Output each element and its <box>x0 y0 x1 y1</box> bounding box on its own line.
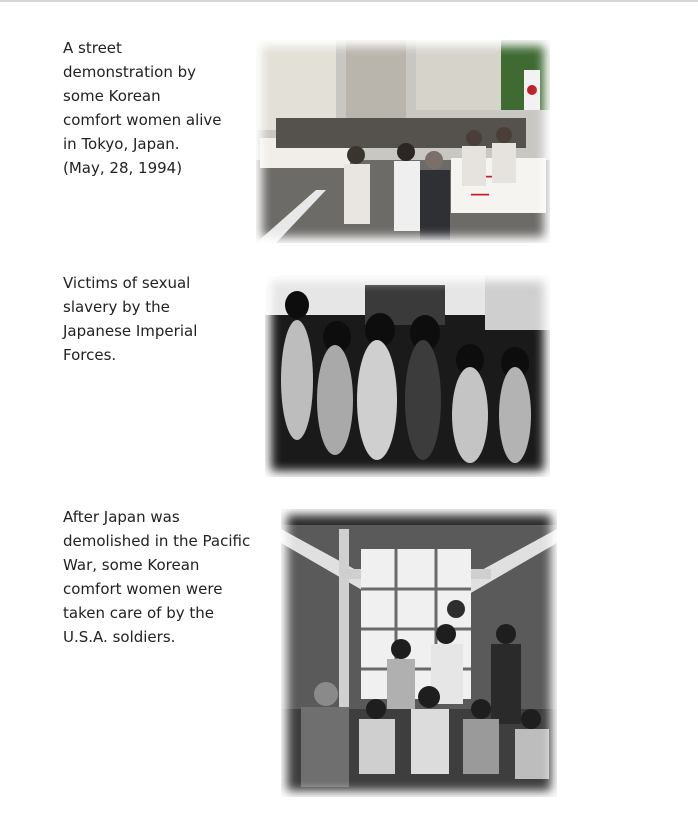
caption-group-with-soldiers: After Japan was demolished in the Pacific War, some Korean comfort women were taken care of by the U.S.A. soldiers. <box>63 508 251 646</box>
photo-victims <box>265 275 550 477</box>
caption-victims: Victims of sexual slavery by the Japanese Imperial Forces. <box>63 274 198 364</box>
caption-street-demonstration: A street demonstration by some Korean comfort women alive in Tokyo, Japan. (May, 28, 1994) <box>63 39 222 177</box>
svg-text:━━━: ━━━ <box>471 190 490 201</box>
photo-street-demonstration <box>256 40 550 243</box>
photo-group-with-soldiers <box>281 509 557 797</box>
top-divider <box>0 0 698 2</box>
